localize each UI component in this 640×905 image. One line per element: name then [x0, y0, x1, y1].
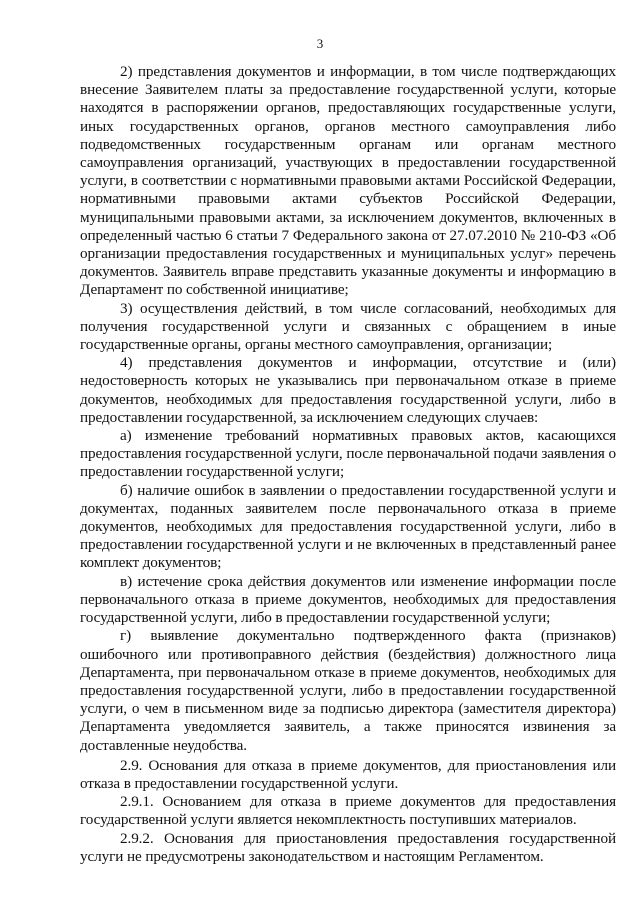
document-body — [80, 63, 616, 866]
section-2-9-1: 2.9.1. Основанием для отказа в приеме документов для предоставления государственной услуги является некомплектность поступивших материалов. — [80, 793, 616, 829]
paragraph-item-2: 2) представления документов и информации, в том числе подтверждающих внесение Заявителем платы за предоставление государственной услуги, которые находятся в распоряжении органов, предоставляющих государственные услуги, иных государственных органов, органов местного самоуправления либо подведомственных государственным органам или органам местного самоуправления организаций, участвующих в предоставлении государственной услуги, в соответствии с нормативными правовыми актами Российской Федерации, нормативными правовыми актами субъектов Российской Федерации, муниципальными правовыми актами, за исключением документов, включенных в определенный частью 6 статьи 7 Федерального закона от 27.07.2010 № 210-ФЗ «Об организации предоставления государственных и муниципальных услуг» перечень документов. Заявитель вправе представить указанные документы и информацию в Департамент по собственной инициативе; — [80, 63, 616, 299]
paragraph-subitem-g: г) выявление документально подтвержденного факта (признаков) ошибочного или противоправного действия (бездействия) должностного лица Департамента, при первоначальном отказе в приеме документов, необходимых для предоставления государственной услуги, либо в предоставлении государственной услуги, о чем в письменном виде за подписью директора (заместителя директора) Департамента уведомляется заявитель, а также приносятся извинения за доставленные неудобства. — [80, 627, 616, 754]
paragraph-subitem-b: б) наличие ошибок в заявлении о предоставлении государственной услуги и документах, поданных заявителем после первоначального отказа в приеме документов, необходимых для предоставления государственной услуги, либо в предоставлении государственной услуги и не включенных в представленный ранее комплект документов; — [80, 481, 616, 572]
section-2-9: 2.9. Основания для отказа в приеме документов, для приостановления или отказа в предоставлении государственной услуги. — [80, 756, 616, 792]
paragraph-item-3: 3) осуществления действий, в том числе согласований, необходимых для получения государственной услуги и связанных с обращением в иные государственные органы, органы местного самоуправления, организации; — [80, 299, 616, 354]
paragraph-subitem-v: в) истечение срока действия документов или изменение информации после первоначального отказа в приеме документов, необходимых для предоставления государственной услуги, либо в предоставлении государственной услуги; — [80, 572, 616, 627]
paragraph-item-4: 4) представления документов и информации, отсутствие и (или) недостоверность которых не указывались при первоначальном отказе в приеме документов, необходимых для предоставления государственной услуги, либо в предоставлении государственной, за исключением следующих случаев: — [80, 354, 616, 426]
paragraph-subitem-a: а) изменение требований нормативных правовых актов, касающихся предоставления государственной услуги, после первоначальной подачи заявления о предоставлении государственной услуги; — [80, 427, 616, 481]
section-2-9-2: 2.9.2. Основания для приостановления предоставления государственной услуги не предусмотрены законодательством и настоящим Регламентом. — [80, 829, 616, 865]
page-number: 3 — [316, 36, 324, 51]
